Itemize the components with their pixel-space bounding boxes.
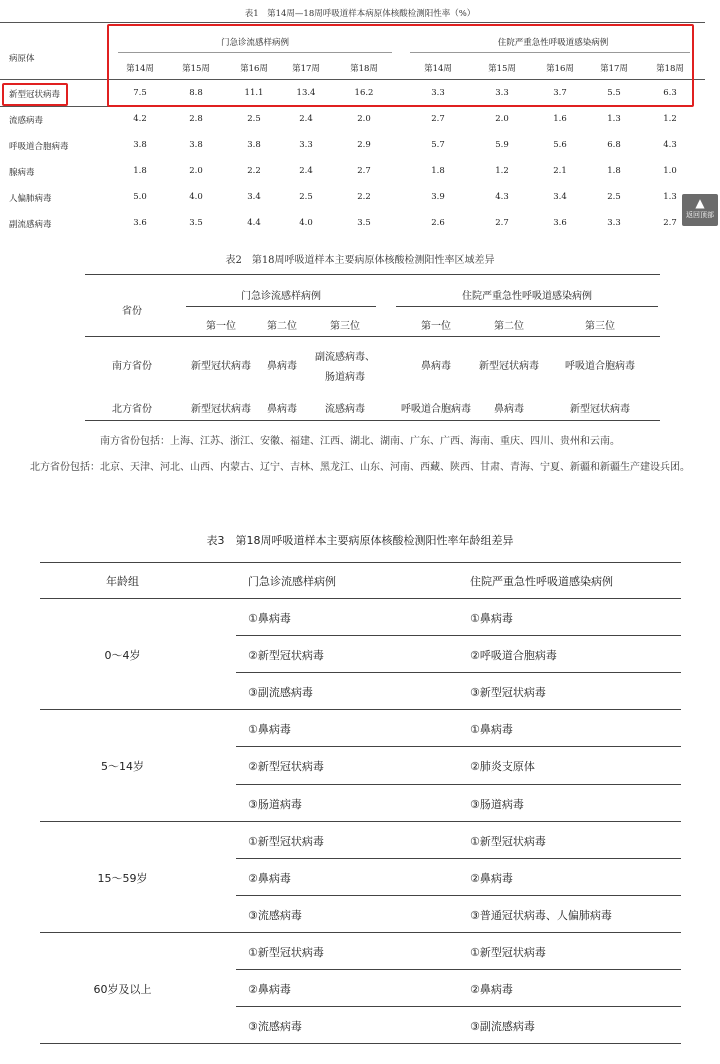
table1-top-rule (0, 22, 705, 23)
table3-outpatient-item: ①鼻病毒 (248, 612, 291, 625)
table3-inpatient-item: ③肠道病毒 (470, 797, 524, 811)
table3-col-age: 年龄组 (106, 575, 139, 588)
table3-inpatient-item: ②鼻病毒 (470, 983, 513, 996)
table3-group-rule (40, 709, 681, 710)
table1-cell: 3.4 (247, 192, 261, 202)
table1-cell: 5.7 (431, 140, 445, 150)
table1-cell: 3.8 (133, 140, 147, 150)
table3-outpatient-item: ①新型冠状病毒 (248, 945, 324, 959)
table3-outpatient-item: ②新型冠状病毒 (248, 649, 324, 663)
table2-rank-header: 第三位 (330, 321, 360, 332)
table1-cell: 2.7 (431, 114, 445, 124)
table3-inpatient-item: ②呼吸道合胞病毒 (470, 649, 557, 663)
table3-age-group: 5～14岁 (101, 760, 144, 774)
table3 (0, 558, 720, 1048)
table1-cell: 2.0 (495, 114, 509, 124)
table1-cell: 1.0 (663, 166, 677, 176)
table1-cell: 2.5 (247, 114, 261, 124)
table1-cell: 1.6 (553, 114, 567, 124)
table1-cell: 1.3 (607, 114, 621, 124)
table1-cell: 2.4 (299, 114, 313, 124)
table1-cell: 2.8 (189, 114, 203, 124)
table3-inner-rule (236, 895, 681, 896)
table1-row-label: 流感病毒 (9, 116, 44, 126)
table1-cell: 6.8 (607, 140, 621, 150)
table2-cell: 鼻病毒 (494, 404, 524, 415)
table2-rank-header: 第二位 (494, 321, 524, 332)
table1-cell: 2.5 (607, 192, 621, 202)
table2-header-rule (85, 336, 660, 337)
table2-cell: 新型冠状病毒 (191, 361, 251, 372)
table1-cell: 5.6 (553, 140, 567, 150)
table1-week-header: 第15周 (182, 64, 210, 74)
table1 (0, 22, 720, 232)
table2-cell: 新型冠状病毒 (191, 404, 251, 415)
table3-inpatient-item: ①新型冠状病毒 (470, 945, 546, 959)
table2-cell: 新型冠状病毒 (479, 361, 539, 372)
table1-cell: 2.2 (247, 166, 261, 176)
table3-outpatient-item: ③流感病毒 (248, 908, 302, 922)
back-to-top-label: 返回顶部 (686, 211, 714, 219)
table1-cell: 1.8 (133, 166, 147, 176)
table1-cell: 4.0 (299, 218, 313, 228)
table1-cell: 3.8 (189, 140, 203, 150)
table3-col-inpatient: 住院严重急性呼吸道感染病例 (470, 575, 613, 588)
table3-inner-rule (236, 1006, 681, 1007)
up-arrow-icon: ▲ (695, 196, 705, 210)
table1-cell: 16.2 (354, 88, 374, 98)
table1-week-header: 第18周 (656, 64, 684, 74)
table2-group-inpatient: 住院严重急性呼吸道感染病例 (462, 291, 592, 302)
table1-cell: 1.3 (663, 192, 677, 202)
table1-cell: 7.5 (133, 88, 147, 98)
table2-rank-header: 第一位 (206, 321, 236, 332)
table3-inpatient-item: ③副流感病毒 (470, 1020, 535, 1034)
table3-inner-rule (236, 858, 681, 859)
table1-week-header: 第14周 (126, 64, 154, 74)
table3-inpatient-item: ①鼻病毒 (470, 612, 513, 625)
table1-cell: 3.5 (357, 218, 371, 228)
table1-highlight-box-rowlabel (2, 83, 68, 106)
table1-week-header: 第16周 (546, 64, 574, 74)
table3-inpatient-item: ①新型冠状病毒 (470, 834, 546, 848)
table3-top-rule (40, 562, 681, 563)
table3-outpatient-item: ③流感病毒 (248, 1020, 302, 1034)
table1-cell: 3.8 (247, 140, 261, 150)
table3-col-outpatient: 门急诊流感样病例 (248, 575, 336, 588)
table3-outpatient-item: ②鼻病毒 (248, 983, 291, 996)
table1-cell: 3.3 (495, 88, 509, 98)
table1-cell: 1.2 (495, 166, 509, 176)
table1-row-label: 新型冠状病毒 (9, 90, 61, 100)
table1-week-header: 第16周 (240, 64, 268, 74)
table2-cell: 鼻病毒 (267, 361, 297, 372)
table1-week-header: 第15周 (488, 64, 516, 74)
table1-row-rule (0, 106, 110, 107)
table1-cell: 3.7 (553, 88, 567, 98)
table1-highlight-box-main (107, 24, 694, 107)
table1-cell: 2.0 (357, 114, 371, 124)
table1-cell: 2.7 (663, 218, 677, 228)
table1-cell: 2.4 (299, 166, 313, 176)
table3-inner-rule (236, 969, 681, 970)
table2-group-rule-right (396, 306, 658, 307)
table3-group-rule (40, 821, 681, 822)
table1-cell: 3.3 (299, 140, 313, 150)
table1-cell: 3.6 (133, 218, 147, 228)
table1-cell: 5.5 (607, 88, 621, 98)
table1-cell: 6.3 (663, 88, 677, 98)
table3-caption: 表3 第18周呼吸道样本主要病原体核酸检测阳性率年龄组差异 (206, 534, 514, 547)
table1-cell: 3.3 (607, 218, 621, 228)
table3-inpatient-item: ③新型冠状病毒 (470, 686, 546, 700)
table1-cell: 4.3 (495, 192, 509, 202)
table2-cell: 流感病毒 (325, 404, 365, 415)
table1-cell: 1.8 (431, 166, 445, 176)
table1-cell: 8.8 (189, 88, 203, 98)
table2-rank-header: 第一位 (421, 321, 451, 332)
table1-cell: 2.1 (553, 166, 567, 176)
table2-caption: 表2 第18周呼吸道样本主要病原体核酸检测阳性率区域差异 (225, 255, 495, 266)
table2 (0, 270, 720, 430)
table2-note-north: 北方省份包括：北京、天津、河北、山西、内蒙古、辽宁、吉林、黑龙江、山东、河南、西藏、陕西、甘肃、青海、宁夏、新疆和新疆生产建设兵团。 (30, 462, 690, 473)
table1-cell: 5.0 (133, 192, 147, 202)
table2-cell: 呼吸道合胞病毒 (401, 404, 471, 415)
table3-group-rule (40, 1043, 681, 1044)
table3-group-rule (40, 932, 681, 933)
table2-cell: 呼吸道合胞病毒 (565, 361, 635, 372)
table2-cell: 鼻病毒 (267, 404, 297, 415)
table1-week-header: 第17周 (600, 64, 628, 74)
table1-cell: 2.7 (495, 218, 509, 228)
table1-row-header: 病原体 (9, 54, 35, 64)
table1-cell: 2.9 (357, 140, 371, 150)
table1-cell: 2.0 (189, 166, 203, 176)
table2-bottom-rule (85, 420, 660, 421)
table1-group-inpatient: 住院严重急性呼吸道感染病例 (497, 38, 609, 48)
table2-rank-header: 第三位 (585, 321, 615, 332)
table3-age-group: 60岁及以上 (93, 983, 152, 996)
table2-group-outpatient: 门急诊流感样病例 (241, 291, 321, 302)
table1-cell: 3.3 (431, 88, 445, 98)
table1-row-label: 腺病毒 (9, 168, 35, 178)
table3-header-rule (40, 598, 681, 599)
table1-row-label: 人偏肺病毒 (9, 194, 52, 204)
table1-caption: 表1 第14周—18周呼吸道样本病原体核酸检测阳性率（%） (244, 9, 476, 19)
table2-cell: 鼻病毒 (421, 361, 451, 372)
table3-outpatient-item: ①新型冠状病毒 (248, 834, 324, 848)
table3-inner-rule (236, 746, 681, 747)
table3-age-group: 0～4岁 (104, 649, 141, 663)
table1-cell: 4.0 (189, 192, 203, 202)
table2-rank-header: 第二位 (267, 321, 297, 332)
table1-cell: 11.1 (244, 88, 264, 98)
table3-inpatient-item: ③普通冠状病毒、人偏肺病毒 (470, 908, 612, 922)
table1-cell: 2.2 (357, 192, 371, 202)
table2-row-label: 北方省份 (112, 404, 152, 415)
table3-inner-rule (236, 635, 681, 636)
table2-row-header: 省份 (122, 306, 142, 317)
table2-note-south: 南方省份包括：上海、江苏、浙江、安徽、福建、江西、湖北、湖南、广东、广西、海南、重庆、四川、贵州和云南。 (100, 436, 620, 447)
table1-cell: 4.2 (133, 114, 147, 124)
table3-outpatient-item: ③副流感病毒 (248, 686, 313, 700)
table2-row-label: 南方省份 (112, 361, 152, 372)
table1-cell: 1.2 (663, 114, 677, 124)
table1-row-label: 副流感病毒 (9, 220, 52, 230)
table1-week-header: 第17周 (292, 64, 320, 74)
table3-inner-rule (236, 672, 681, 673)
table3-outpatient-item: ①鼻病毒 (248, 723, 291, 737)
table1-cell: 3.6 (553, 218, 567, 228)
table1-cell: 2.5 (299, 192, 313, 202)
table1-week-header: 第14周 (424, 64, 452, 74)
table1-week-header: 第18周 (350, 64, 378, 74)
table1-cell: 2.6 (431, 218, 445, 228)
table1-cell: 2.7 (357, 166, 371, 176)
table2-top-rule (85, 274, 660, 275)
table3-outpatient-item: ②鼻病毒 (248, 871, 291, 885)
back-to-top-button[interactable] (682, 194, 718, 226)
table2-cell: 新型冠状病毒 (570, 404, 630, 415)
table1-cell: 1.8 (607, 166, 621, 176)
table1-cell: 4.4 (247, 218, 261, 228)
table2-cell: 副流感病毒、 肠道病毒 (315, 352, 375, 383)
table2-group-rule-left (186, 306, 376, 307)
table3-age-group: 15～59岁 (97, 871, 148, 885)
table3-outpatient-item: ③肠道病毒 (248, 797, 302, 811)
table1-cell: 3.4 (553, 192, 567, 202)
table1-group-outpatient: 门急诊流感样病例 (220, 38, 289, 48)
table3-inpatient-item: ②鼻病毒 (470, 871, 513, 885)
table3-inpatient-item: ②肺炎支原体 (470, 760, 535, 774)
table3-outpatient-item: ②新型冠状病毒 (248, 760, 324, 774)
table3-inner-rule (236, 784, 681, 785)
table1-cell: 4.3 (663, 140, 677, 150)
table1-cell: 3.9 (431, 192, 445, 202)
table1-row-label: 呼吸道合胞病毒 (9, 142, 69, 152)
table1-cell: 3.5 (189, 218, 203, 228)
table1-cell: 5.9 (495, 140, 509, 150)
table3-inpatient-item: ①鼻病毒 (470, 723, 513, 737)
table1-cell: 13.4 (296, 88, 316, 98)
